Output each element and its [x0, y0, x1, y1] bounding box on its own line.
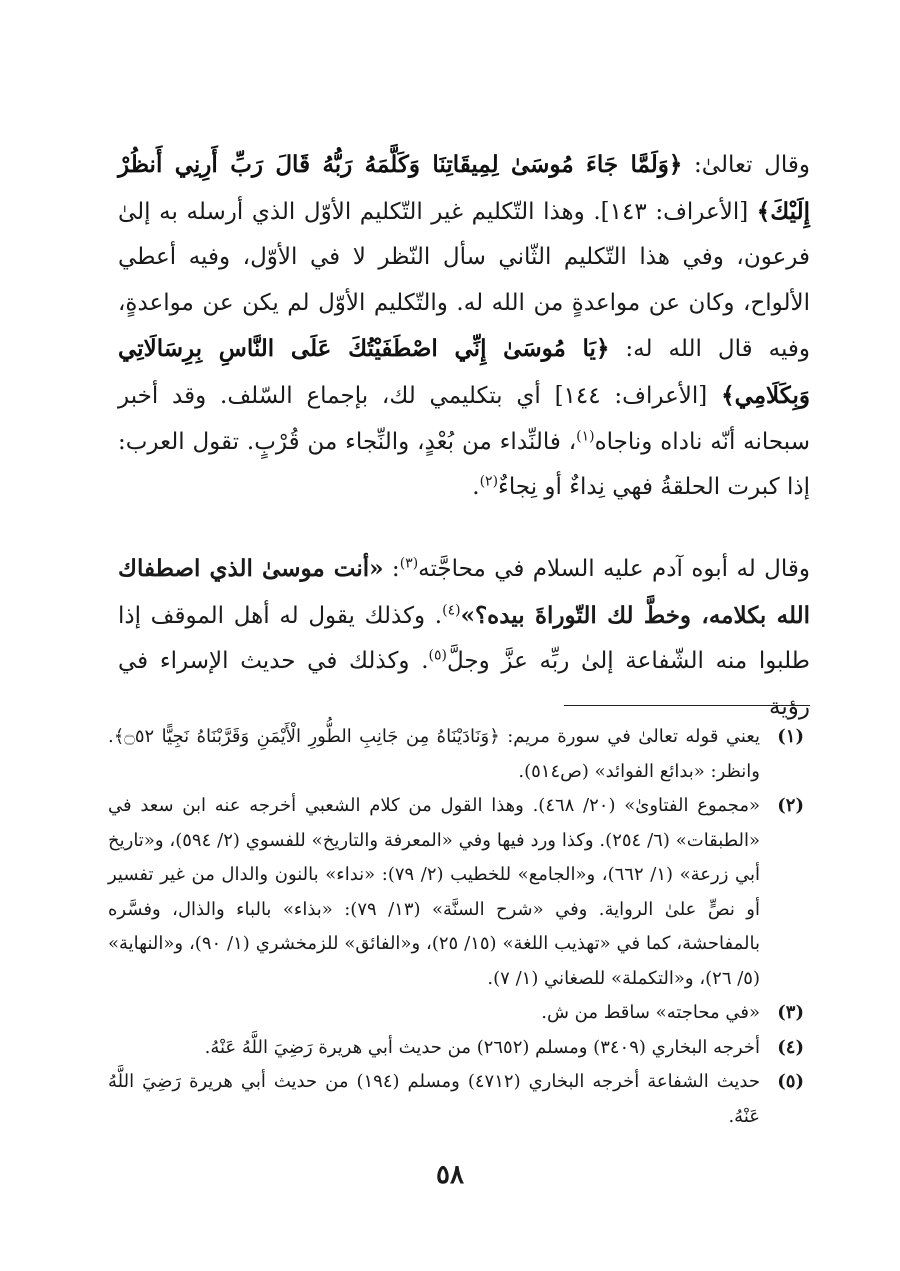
footnote-3: [108, 996, 804, 1031]
footnote-number: (٣): [777, 1002, 804, 1023]
paragraph-1-text-2: [الأعراف: ١٤٤] أي بتكليمي لك، بإجماع السّلف. وقد أخبر سبحانه أنّه ناداه وناجاه: [118, 382, 810, 455]
footnote-4: [108, 1031, 804, 1066]
footnote-ref-3[interactable]: (٣): [399, 555, 419, 572]
footnote-ref-5[interactable]: (٥): [428, 647, 447, 664]
footnotes-section: [108, 720, 804, 1134]
paragraph-2-text-1: وقال له أبوه آدم عليه السلام في محاجَّته: [418, 556, 810, 582]
footnote-5: [108, 1065, 804, 1134]
footnote-ref-1[interactable]: (١): [576, 427, 595, 444]
footnote-ref-2[interactable]: (٢): [479, 473, 499, 490]
paragraph-1-text-3: ، فالنِّداء من بُعْدٍ، والنِّجاء من قُرْبٍ. تقول العرب: إذا كبرت الحلقةُ فهي نِداءٌ أو نِجاءٌ: [118, 428, 810, 501]
paragraph-2-text-2: :: [383, 556, 400, 582]
page-number: ٥٨: [436, 1160, 464, 1190]
footnote-number: (١): [777, 726, 804, 747]
quran-verse-1: ﴿وَلَمَّا جَاءَ مُوسَىٰ لِمِيقَاتِنَا وَكَلَّمَهُ رَبُّهُ قَالَ رَبِّ أَرِنِي أَنظُرْ إِلَيْكَ﴾: [118, 151, 810, 225]
paragraph-1-text-4: .: [472, 474, 480, 501]
paragraph-1-opening: وقال تعالىٰ:: [682, 152, 810, 178]
paragraph-1: [118, 142, 810, 511]
footnote-2: [108, 789, 804, 996]
paragraph-2: [118, 546, 810, 730]
footnote-number: (٤): [777, 1036, 804, 1058]
footnote-ref-4[interactable]: (٤): [442, 601, 461, 618]
footnote-text: يعني قوله تعالىٰ في سورة مريم: ﴿وَنَادَيْنَاهُ مِن جَانِبِ الطُّورِ الْأَيْمَنِ وَقَرَّبْنَاهُ نَجِيًّا ۝٥٢﴾. وانظر: «بدائع الفوائد» (ص٥١٤).: [108, 726, 760, 782]
footnote-text: أخرجه البخاري (٣٤٠٩) ومسلم (٢٦٥٢) من حديث أبي هريرة رَضِيَ اللَّهُ عَنْهُ.: [204, 1036, 760, 1058]
footnote-number: (٥): [777, 1071, 804, 1092]
paragraph-2-text-3: . وكذلك يقول له أهل الموقف إذا طلبوا منه الشّفاعة إلىٰ ربِّه عزَّ وجلَّ: [118, 602, 810, 675]
footnote-separator: [564, 705, 810, 706]
quran-verse-2: ﴿يَا مُوسَىٰ إِنِّي اصْطَفَيْتُكَ عَلَى النَّاسِ بِرِسَالَاتِي وَبِكَلَامِي﴾: [118, 335, 810, 409]
footnote-text: حديث الشفاعة أخرجه البخاري (٤٧١٢) ومسلم (١٩٤) من حديث أبي هريرة رَضِيَ اللَّهُ عَنْهُ.: [108, 1071, 760, 1127]
footnote-1: [108, 720, 804, 789]
hadith-quote: «أنت موسىٰ الذي اصطفاك الله بكلامه، وخطَّ لك التّوراةَ بيده؟»: [118, 555, 810, 629]
main-paragraph-2: [118, 546, 810, 730]
paragraph-2-text-4: . وكذلك في حديث الإسراء في رؤية: [118, 648, 810, 720]
paragraph-1-text-1: [الأعراف: ١٤٣]. وهذا التّكليم غير التّكليم الأوّل الذي أرسله به إلىٰ فرعون، وفي هذا التّكليم الثّاني سأل النّظر لا في الأوّل، وفيه أعطي الألواح، وكان عن مواعدةٍ من الله له. والتّكليم الأوّل لم يكن عن مواعدةٍ، وفيه قال الله له:: [118, 198, 810, 363]
footnote-text: «في محاجته» ساقط من ش.: [541, 1002, 760, 1023]
main-paragraph-1: [118, 142, 810, 511]
footnote-text: «مجموع الفتاوىٰ» (٢٠/ ٤٦٨). وهذا القول من كلام الشعبي أخرجه عنه ابن سعد في «الطبقات» (٦/ ٢٥٤). وكذا ورد فيها وفي «المعرفة والتاريخ» للفسوي (٢/ ٥٩٤)، و«تاريخ أبي زرعة» (١/ ٦٦٢)، و«الجامع» للخطيب (٢/ ٧٩): «نداء» بالنون والدال من غير تفسير أو نصٍّ علىٰ الرواية. وفي «شرح السنَّة» (١٣/ ٧٩): «بذاء» بالباء والذال، وفسَّره بالمفاحشة، كما في «تهذيب اللغة» (١٥/ ٢٥)، و«الفائق» للزمخشري (١/ ٩٠)، و«النهاية» (٥/ ٢٦)، و«التكملة» للصغاني (١/ ٧).: [108, 795, 761, 989]
footnote-number: (٢): [777, 795, 804, 816]
